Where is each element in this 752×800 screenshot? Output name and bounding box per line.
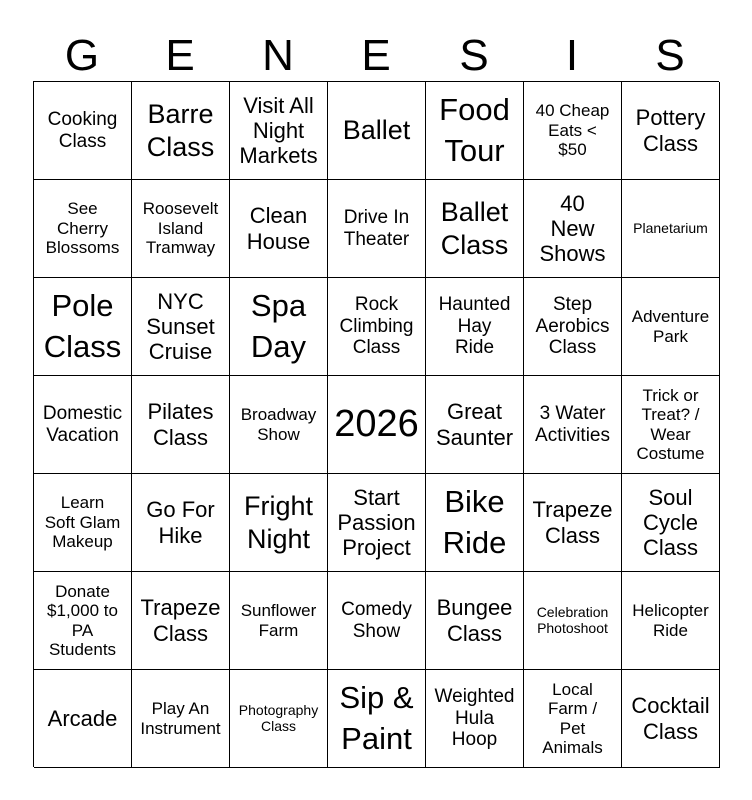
- cell-label: 40 New Shows: [539, 190, 606, 267]
- cell-label: Start Passion Project: [337, 484, 416, 561]
- cell-label: Step Aerobics Class: [535, 294, 610, 359]
- bingo-cell[interactable]: [230, 670, 328, 768]
- cell-label: NYC Sunset Cruise: [146, 288, 215, 365]
- bingo-cell[interactable]: [34, 180, 132, 278]
- cell-label: Haunted Hay Ride: [438, 294, 511, 359]
- bingo-cell[interactable]: [622, 278, 720, 376]
- bingo-cell[interactable]: [328, 82, 426, 180]
- cell-label: Ballet: [342, 115, 411, 146]
- cell-label: Sip & Paint: [339, 680, 414, 756]
- bingo-cell[interactable]: [426, 180, 524, 278]
- bingo-cell[interactable]: [230, 278, 328, 376]
- bingo-cell[interactable]: [34, 376, 132, 474]
- bingo-cell[interactable]: [34, 670, 132, 768]
- cell-label: Arcade: [47, 705, 118, 731]
- bingo-cell[interactable]: [328, 278, 426, 376]
- cell-label: Weighted Hula Hoop: [434, 686, 515, 751]
- header-letter-e: E: [361, 31, 391, 80]
- bingo-cell[interactable]: [622, 670, 720, 768]
- bingo-cell[interactable]: [34, 474, 132, 572]
- cell-label: Clean House: [246, 203, 311, 254]
- bingo-cell[interactable]: [524, 376, 622, 474]
- bingo-cell[interactable]: [426, 376, 524, 474]
- cell-label: Cocktail Class: [631, 693, 710, 744]
- bingo-cell[interactable]: [622, 376, 720, 474]
- cell-label: Pilates Class: [147, 399, 214, 450]
- bingo-cell[interactable]: [622, 474, 720, 572]
- cell-label: Helicopter Ride: [632, 601, 709, 640]
- bingo-header: [33, 30, 719, 82]
- bingo-cell[interactable]: [34, 278, 132, 376]
- bingo-cell[interactable]: [524, 180, 622, 278]
- cell-label: Adventure Park: [631, 307, 710, 346]
- bingo-cell[interactable]: [230, 180, 328, 278]
- bingo-cell[interactable]: [524, 278, 622, 376]
- bingo-cell[interactable]: [524, 670, 622, 768]
- cell-label: Donate $1,000 to PA Students: [47, 581, 118, 659]
- bingo-cell[interactable]: [426, 474, 524, 572]
- bingo-cell[interactable]: [230, 82, 328, 180]
- cell-label: Visit All Night Markets: [239, 92, 318, 169]
- cell-label: Broadway Show: [240, 405, 317, 444]
- bingo-cell[interactable]: [230, 376, 328, 474]
- bingo-cell[interactable]: [328, 180, 426, 278]
- cell-label: 40 Cheap Eats < $50: [535, 101, 610, 160]
- cell-label: Trapeze Class: [140, 595, 221, 646]
- bingo-cell[interactable]: [34, 572, 132, 670]
- cell-label: Great Saunter: [435, 399, 514, 450]
- cell-label: Domestic Vacation: [42, 402, 123, 446]
- bingo-board: [33, 81, 719, 767]
- cell-label: Drive In Theater: [343, 206, 410, 250]
- cell-label: Pole Class: [43, 288, 122, 364]
- cell-label: Trick or Treat? / Wear Costume: [636, 385, 705, 463]
- free-space-cell[interactable]: [328, 376, 426, 474]
- cell-label: Food Tour: [439, 92, 510, 168]
- header-letter-s: S: [655, 31, 685, 80]
- header-letter-s: S: [459, 31, 489, 80]
- cell-label: See Cherry Blossoms: [45, 199, 120, 258]
- bingo-cell[interactable]: [132, 572, 230, 670]
- bingo-cell[interactable]: [622, 82, 720, 180]
- bingo-cell[interactable]: [426, 82, 524, 180]
- cell-label: Celebration Photoshoot: [536, 603, 609, 636]
- cell-label: Rock Climbing Class: [339, 294, 414, 359]
- cell-label: Planetarium: [633, 219, 708, 236]
- bingo-cell[interactable]: [524, 572, 622, 670]
- bingo-cell[interactable]: [328, 474, 426, 572]
- cell-label: Comedy Show: [341, 598, 412, 642]
- cell-label: Local Farm / Pet Animals: [542, 679, 603, 757]
- cell-label: Trapeze Class: [532, 497, 613, 548]
- cell-label: Ballet Class: [440, 197, 509, 260]
- cell-label: Pottery Class: [635, 105, 706, 156]
- cell-label: Play An Instrument: [140, 699, 221, 738]
- bingo-cell[interactable]: [132, 278, 230, 376]
- header-letter-i: I: [565, 31, 579, 80]
- bingo-cell[interactable]: [328, 572, 426, 670]
- bingo-cell[interactable]: [132, 82, 230, 180]
- cell-label: Bungee Class: [436, 595, 513, 646]
- bingo-cell[interactable]: [34, 82, 132, 180]
- cell-label: Bike Ride: [442, 484, 507, 560]
- bingo-cell[interactable]: [426, 572, 524, 670]
- header-letter-g: G: [64, 31, 100, 80]
- cell-label: Fright Night: [243, 491, 314, 554]
- bingo-cell[interactable]: [230, 572, 328, 670]
- bingo-cell[interactable]: [524, 474, 622, 572]
- bingo-cell[interactable]: [328, 670, 426, 768]
- cell-label: Soul Cycle Class: [642, 484, 698, 561]
- header-letter-e: E: [165, 31, 195, 80]
- cell-label: Sunflower Farm: [240, 601, 317, 640]
- cell-label: 3 Water Activities: [535, 402, 610, 446]
- bingo-cell[interactable]: [426, 278, 524, 376]
- bingo-cell[interactable]: [132, 180, 230, 278]
- bingo-cell[interactable]: [132, 474, 230, 572]
- bingo-cell[interactable]: [426, 670, 524, 768]
- bingo-cell[interactable]: [132, 670, 230, 768]
- header-letter-n: N: [262, 31, 294, 80]
- free-space-label: 2026: [334, 402, 419, 445]
- cell-label: Roosevelt Island Tramway: [142, 199, 219, 258]
- cell-label: Go For Hike: [146, 497, 215, 548]
- cell-label: Barre Class: [146, 99, 215, 162]
- bingo-cell[interactable]: [230, 474, 328, 572]
- bingo-cell[interactable]: [622, 572, 720, 670]
- cell-label: Spa Day: [250, 288, 307, 364]
- cell-label: Cooking Class: [47, 108, 118, 152]
- cell-label: Learn Soft Glam Makeup: [44, 493, 121, 552]
- bingo-cell[interactable]: [524, 82, 622, 180]
- bingo-cell[interactable]: [622, 180, 720, 278]
- cell-label: Photography Class: [238, 701, 319, 734]
- bingo-cell[interactable]: [132, 376, 230, 474]
